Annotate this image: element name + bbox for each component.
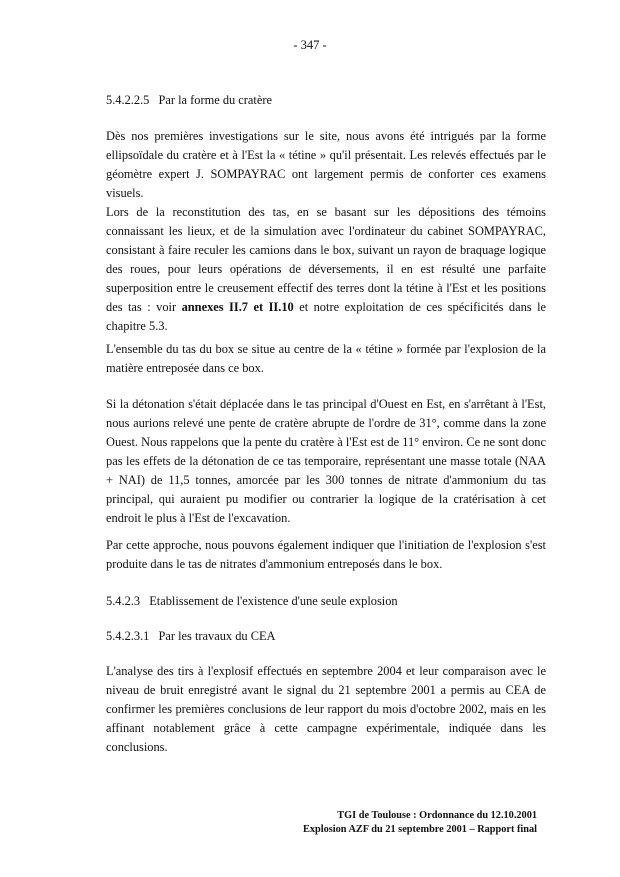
paragraph-text: et notre exploitation de ces spécificités dans le chapitre 5.3. (106, 300, 547, 333)
body-block-5 (106, 662, 546, 757)
footer-line-2: Explosion AZF du 21 septembre 2001 – Rapport final (303, 824, 537, 835)
paragraph-detonation: Si la détonation s'était déplacée dans le tas principal d'Ouest en Est, en s'arrêtant à l'Est, nous aurions relevé une pente de cratère abrupte de l'ordre de 31°, comme dans la zone Ouest. Nous rappelons que la pente du cratère à l'Est est de 11° environ. Ce ne sont donc pas les effets de la détonation de ce tas temporaire, représentant une masse totale (NAA + NAI) de 11,5 tonnes, amorcée par les 300 tonnes de nitrate d'ammonium du tas principal, qui auraient pu modifier ou contrarier la logique de la cratérisation à cet endroit le plus à l'Est de l'excavation. (106, 397, 546, 525)
section-heading-5-4-2-2-5 (106, 91, 546, 110)
body-block-2 (106, 340, 546, 378)
section-title: Etablissement de l'existence d'une seule explosion (149, 594, 398, 608)
body-block-1 (106, 127, 546, 336)
paragraph-crater-shape: Dès nos premières investigations sur le site, nous avons été intrigués par la forme ellipsoïdale du cratère et à l'Est la « tétine » qu'il présentait. Les relevés effectués par le géomètre expert J. SOMPAYRAC ont largement permis de conforter ces examens visuels. (106, 129, 546, 200)
section-title: Par les travaux du CEA (158, 629, 276, 643)
paragraph-initiation: Par cette approche, nous pouvons également indiquer que l'initiation de l'explosion s'est produite dans le tas de nitrates d'ammonium entreposés dans le box. (106, 538, 546, 571)
page-number: - 347 - (293, 38, 327, 52)
paragraph-reconstitution (106, 203, 546, 336)
section-number: 5.4.2.3 (106, 594, 141, 608)
body-block-3 (106, 395, 546, 528)
body-block-4 (106, 536, 546, 574)
section-heading-5-4-2-3 (106, 592, 546, 611)
footer-line-1: TGI de Toulouse : Ordonnance du 12.10.2001 (337, 810, 537, 821)
paragraph-cea-analysis: L'analyse des tirs à l'explosif effectués en septembre 2004 et leur comparaison avec le niveau de bruit enregistré avant le signal du 21 septembre 2001 a permis au CEA de confirmer les premières conclusions de leur rapport du mois d'octobre 2002, mais en les affinant notablement grâce à cette campagne expérimentale, indiquée dans les conclusions. (106, 664, 546, 754)
paragraph-text: Lors de la reconstitution des tas, en se basant sur les dépositions des témoins connaissant les lieux, et de la simulation avec l'ordinateur du cabinet SOMPAYRAC, consistant à faire reculer les camions dans le box, suivant un rayon de braquage logique des roues, pour leurs opérations de déversements, il en est résulté une parfaite superposition entre le creusement effectif des terres dont la tétine à l'Est et les positions des tas : voir (106, 205, 546, 314)
page-footer (200, 809, 537, 837)
section-title: Par la forme du cratère (158, 93, 273, 107)
section-number: 5.4.2.3.1 (106, 629, 150, 643)
section-number: 5.4.2.2.5 (106, 93, 150, 107)
paragraph-tas-box: L'ensemble du tas du box se situe au centre de la « tétine » formée par l'explosion de la matière entreposée dans ce box. (106, 342, 546, 375)
annex-reference: annexes II.7 et II.10 (181, 300, 294, 314)
section-heading-5-4-2-3-1 (106, 627, 546, 646)
